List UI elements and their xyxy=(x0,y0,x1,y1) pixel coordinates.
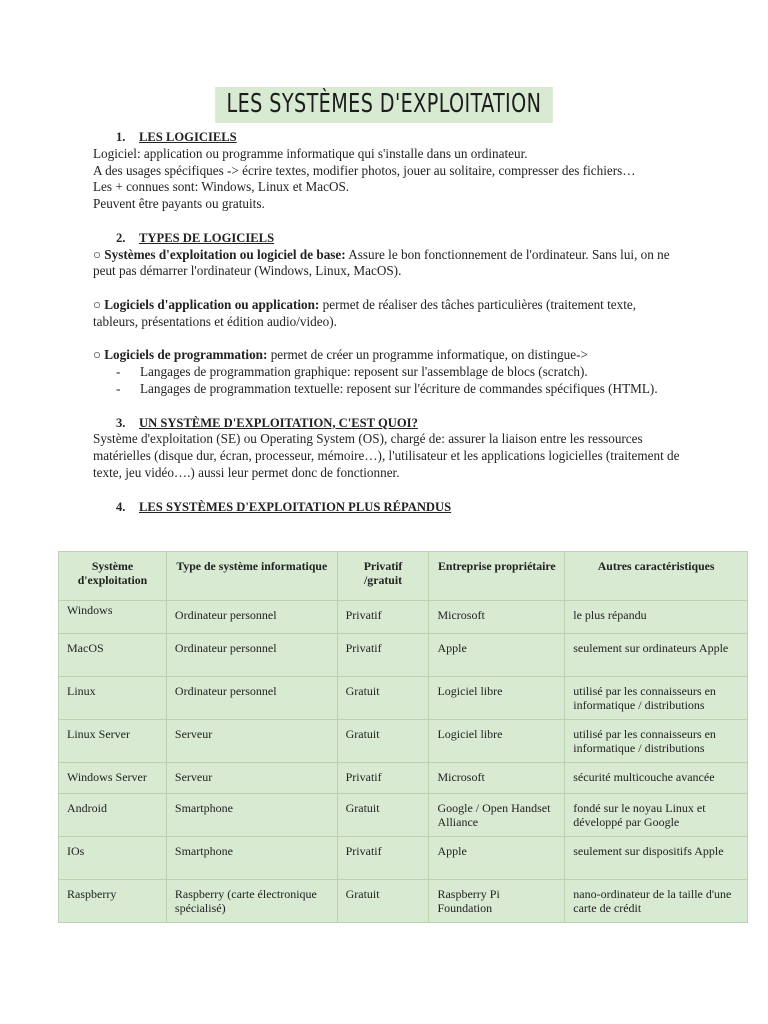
section-1-title: LES LOGICIELS xyxy=(139,130,237,144)
bullet-circle-icon: ○ xyxy=(93,246,101,262)
table-cell: IOs xyxy=(59,837,167,880)
table-row xyxy=(59,634,748,677)
column-header: Système d'exploitation xyxy=(59,552,167,601)
document-body xyxy=(93,129,683,515)
section-4-number: 4. xyxy=(116,499,126,514)
list-item xyxy=(93,364,683,381)
table-cell: seulement sur ordinateurs Apple xyxy=(565,634,748,677)
table-cell: Android xyxy=(59,794,167,837)
column-header: Entreprise propriétaire xyxy=(429,552,565,601)
table-row xyxy=(59,763,748,794)
table-cell: Privatif xyxy=(337,634,429,677)
programming-language-list xyxy=(93,364,683,398)
list-item-text: Langages de programmation textuelle: reposent sur l'écriture de commandes spécifiques (HTML). xyxy=(140,380,658,396)
table-cell: Ordinateur personnel xyxy=(166,601,337,634)
dash-bullet-icon: - xyxy=(116,380,121,396)
table-cell: le plus répandu xyxy=(565,601,748,634)
table-cell: Raspberry xyxy=(59,880,167,923)
table-cell: Microsoft xyxy=(429,601,565,634)
section-3-number: 3. xyxy=(116,415,126,430)
table-row xyxy=(59,720,748,763)
s1-line-1: Logiciel: application ou programme informatique qui s'installe dans un ordinateur. xyxy=(93,145,528,161)
table-cell: Gratuit xyxy=(337,677,429,720)
table-cell: Windows Server xyxy=(59,763,167,794)
s1-line-3: Les + connues sont: Windows, Linux et MacOS. xyxy=(93,179,350,195)
table-cell: Google / Open Handset Alliance xyxy=(429,794,565,837)
s1-line-2: A des usages spécifiques -> écrire textes, modifier photos, jouer au solitaire, compresser des fichiers… xyxy=(93,162,636,178)
dash-bullet-icon: - xyxy=(116,364,121,380)
s2-application-text: permet de réaliser des tâches particulières (traitement texte, tableurs, présentations et édition audio/video). xyxy=(93,296,637,329)
table-row xyxy=(59,677,748,720)
s2-application-paragraph xyxy=(93,297,683,331)
spacer xyxy=(93,213,683,230)
table-cell: Gratuit xyxy=(337,880,429,923)
section-4-heading xyxy=(93,499,683,516)
spacer xyxy=(93,482,683,499)
table-cell: utilisé par les connaisseurs en informatique / distributions xyxy=(565,677,748,720)
section-3-title: UN SYSTÈME D'EXPLOITATION, C'EST QUOI? xyxy=(139,415,418,430)
table-cell: seulement sur dispositifs Apple xyxy=(565,837,748,880)
table-cell: Smartphone xyxy=(166,837,337,880)
table-cell: Gratuit xyxy=(337,794,429,837)
s2-system-paragraph xyxy=(93,247,683,281)
s2-programming-text: permet de créer un programme informatique, on distingue-> xyxy=(267,347,588,363)
bullet-circle-icon: ○ xyxy=(93,347,101,363)
column-header: Autres caractéristiques xyxy=(565,552,748,601)
table-cell: Ordinateur personnel xyxy=(166,634,337,677)
bullet-circle-icon: ○ xyxy=(93,296,101,312)
s2-programming-label: Logiciels de programmation: xyxy=(104,347,268,363)
table-row xyxy=(59,880,748,923)
table-cell: Linux xyxy=(59,677,167,720)
list-item xyxy=(93,381,683,398)
table-row xyxy=(59,601,748,634)
table-cell: nano-ordinateur de la taille d'une carte de crédit xyxy=(565,880,748,923)
table-cell: MacOS xyxy=(59,634,167,677)
s3-text: Système d'exploitation (SE) ou Operating System (OS), chargé de: assurer la liaison entre les ressources matérielles (disque dur, écran, processeur, mémoire…), l'utilisateur et les applications logicielles (traitement de texte, jeu vidéo….) aussi leur permet donc de fonctionner. xyxy=(93,431,680,480)
spacer xyxy=(93,331,683,348)
spacer xyxy=(93,280,683,297)
table-row xyxy=(59,794,748,837)
column-header: Type de système informatique xyxy=(166,552,337,601)
table-cell: Raspberry (carte électronique spécialisé) xyxy=(166,880,337,923)
table-cell: Privatif xyxy=(337,601,429,634)
section-2-title: TYPES DE LOGICIELS xyxy=(139,230,275,245)
table-cell: Ordinateur personnel xyxy=(166,677,337,720)
table-cell: Serveur xyxy=(166,720,337,763)
os-table xyxy=(58,551,748,923)
table-cell: Privatif xyxy=(337,837,429,880)
s2-programming-paragraph xyxy=(93,347,683,364)
s1-line-4: Peuvent être payants ou gratuits. xyxy=(93,196,265,212)
s2-system-label: Systèmes d'exploitation ou logiciel de base: xyxy=(104,246,346,262)
table-cell: Apple xyxy=(429,634,565,677)
table-row xyxy=(59,837,748,880)
s2-system-text: Assure le bon fonctionnement de l'ordinateur. Sans lui, on ne peut pas démarrer l'ordinateur (Windows, Linux, MacOS). xyxy=(93,246,670,279)
table-header-row xyxy=(59,552,748,601)
section-2-heading xyxy=(93,230,683,247)
table-cell: Serveur xyxy=(166,763,337,794)
table-cell: Gratuit xyxy=(337,720,429,763)
table-cell: Windows xyxy=(59,601,167,634)
section-1-heading xyxy=(93,129,683,146)
section-4-title: LES SYSTÈMES D'EXPLOITATION PLUS RÉPANDUS xyxy=(139,499,452,514)
table-cell: fondé sur le noyau Linux et développé par Google xyxy=(565,794,748,837)
table-cell: Privatif xyxy=(337,763,429,794)
section-3-heading xyxy=(93,415,683,432)
table-cell: Smartphone xyxy=(166,794,337,837)
table-cell: Apple xyxy=(429,837,565,880)
page-title: LES SYSTÈMES D'EXPLOITATION xyxy=(215,87,553,123)
table-cell: Microsoft xyxy=(429,763,565,794)
list-item-text: Langages de programmation graphique: reposent sur l'assemblage de blocs (scratch). xyxy=(140,364,588,380)
table-cell: utilisé par les connaisseurs en informatique / distributions xyxy=(565,720,748,763)
table-cell: Logiciel libre xyxy=(429,677,565,720)
table-cell: Logiciel libre xyxy=(429,720,565,763)
spacer xyxy=(93,398,683,415)
s2-application-label: Logiciels d'application ou application: xyxy=(104,296,320,312)
table-cell: sécurité multicouche avancée xyxy=(565,763,748,794)
section-1-number: 1. xyxy=(116,130,126,144)
table-cell: Linux Server xyxy=(59,720,167,763)
column-header: Privatif /gratuit xyxy=(337,552,429,601)
section-2-number: 2. xyxy=(116,230,126,245)
title-container xyxy=(0,87,768,123)
table-cell: Raspberry Pi Foundation xyxy=(429,880,565,923)
